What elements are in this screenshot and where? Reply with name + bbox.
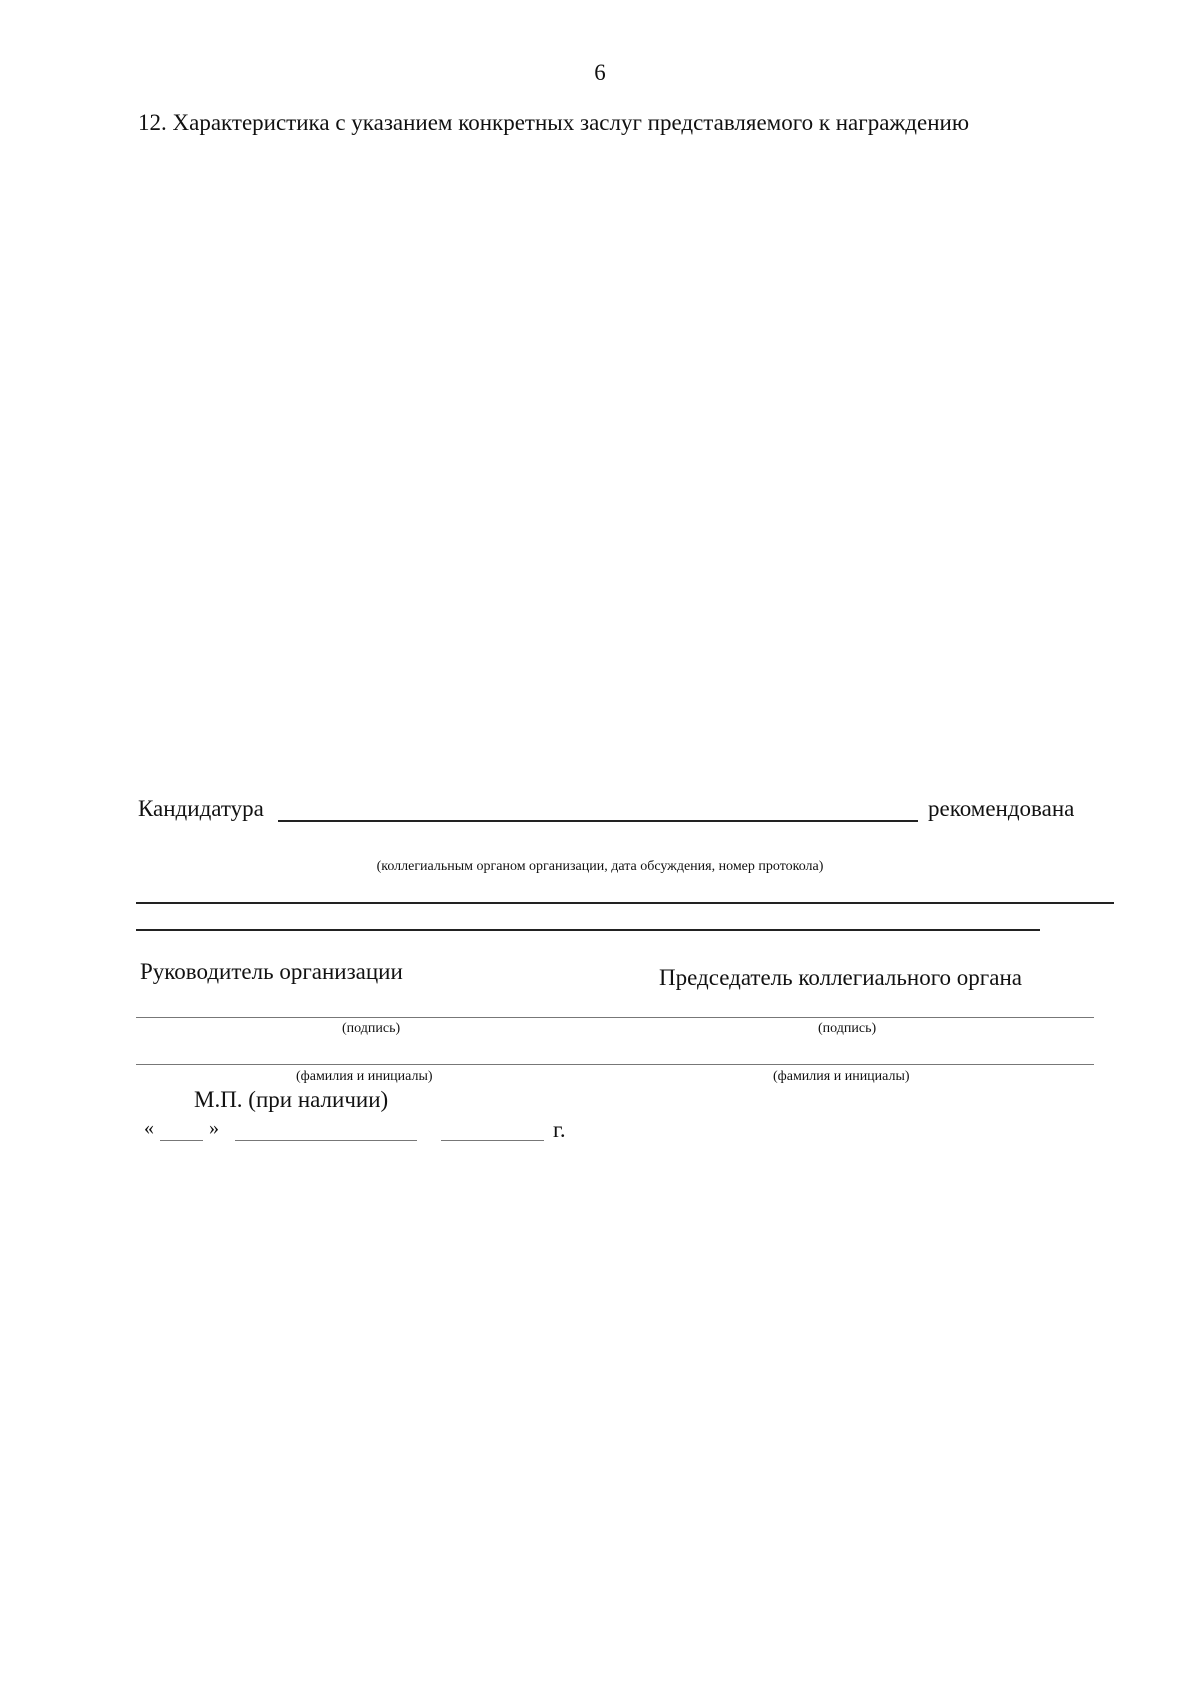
left-name-caption: (фамилия и инициалы) — [296, 1069, 433, 1084]
signature-line[interactable] — [136, 1017, 1094, 1018]
stamp-label: М.П. (при наличии) — [194, 1087, 389, 1112]
date-close-quote: » — [209, 1117, 219, 1139]
recommendation-caption: (коллегиальным органом организации, дата обсуждения, номер протокола) — [376, 859, 824, 874]
candidacy-fill-line[interactable] — [278, 820, 918, 822]
left-signature-caption: (подпись) — [342, 1021, 401, 1036]
org-head-title: Руководитель организации — [140, 959, 403, 984]
council-chair-title: Председатель коллегиального органа — [659, 965, 1022, 990]
recommendation-line-2[interactable] — [136, 902, 1114, 904]
section-heading: 12. Характеристика с указанием конкретных заслуг представляемого к награждению — [138, 110, 969, 135]
date-day-line[interactable] — [160, 1140, 203, 1141]
recommended-label: рекомендована — [928, 796, 1075, 821]
date-year-suffix: г. — [553, 1117, 566, 1142]
recommendation-line-3[interactable] — [136, 929, 1040, 931]
page-number: 6 — [594, 60, 606, 85]
name-line[interactable] — [136, 1064, 1094, 1065]
candidacy-label: Кандидатура — [138, 796, 264, 821]
characteristic-text-area[interactable] — [138, 150, 1098, 750]
date-year-line[interactable] — [441, 1140, 544, 1141]
date-open-quote: « — [144, 1117, 154, 1139]
date-month-line[interactable] — [235, 1140, 417, 1141]
right-name-caption: (фамилия и инициалы) — [773, 1069, 910, 1084]
right-signature-caption: (подпись) — [818, 1021, 877, 1036]
